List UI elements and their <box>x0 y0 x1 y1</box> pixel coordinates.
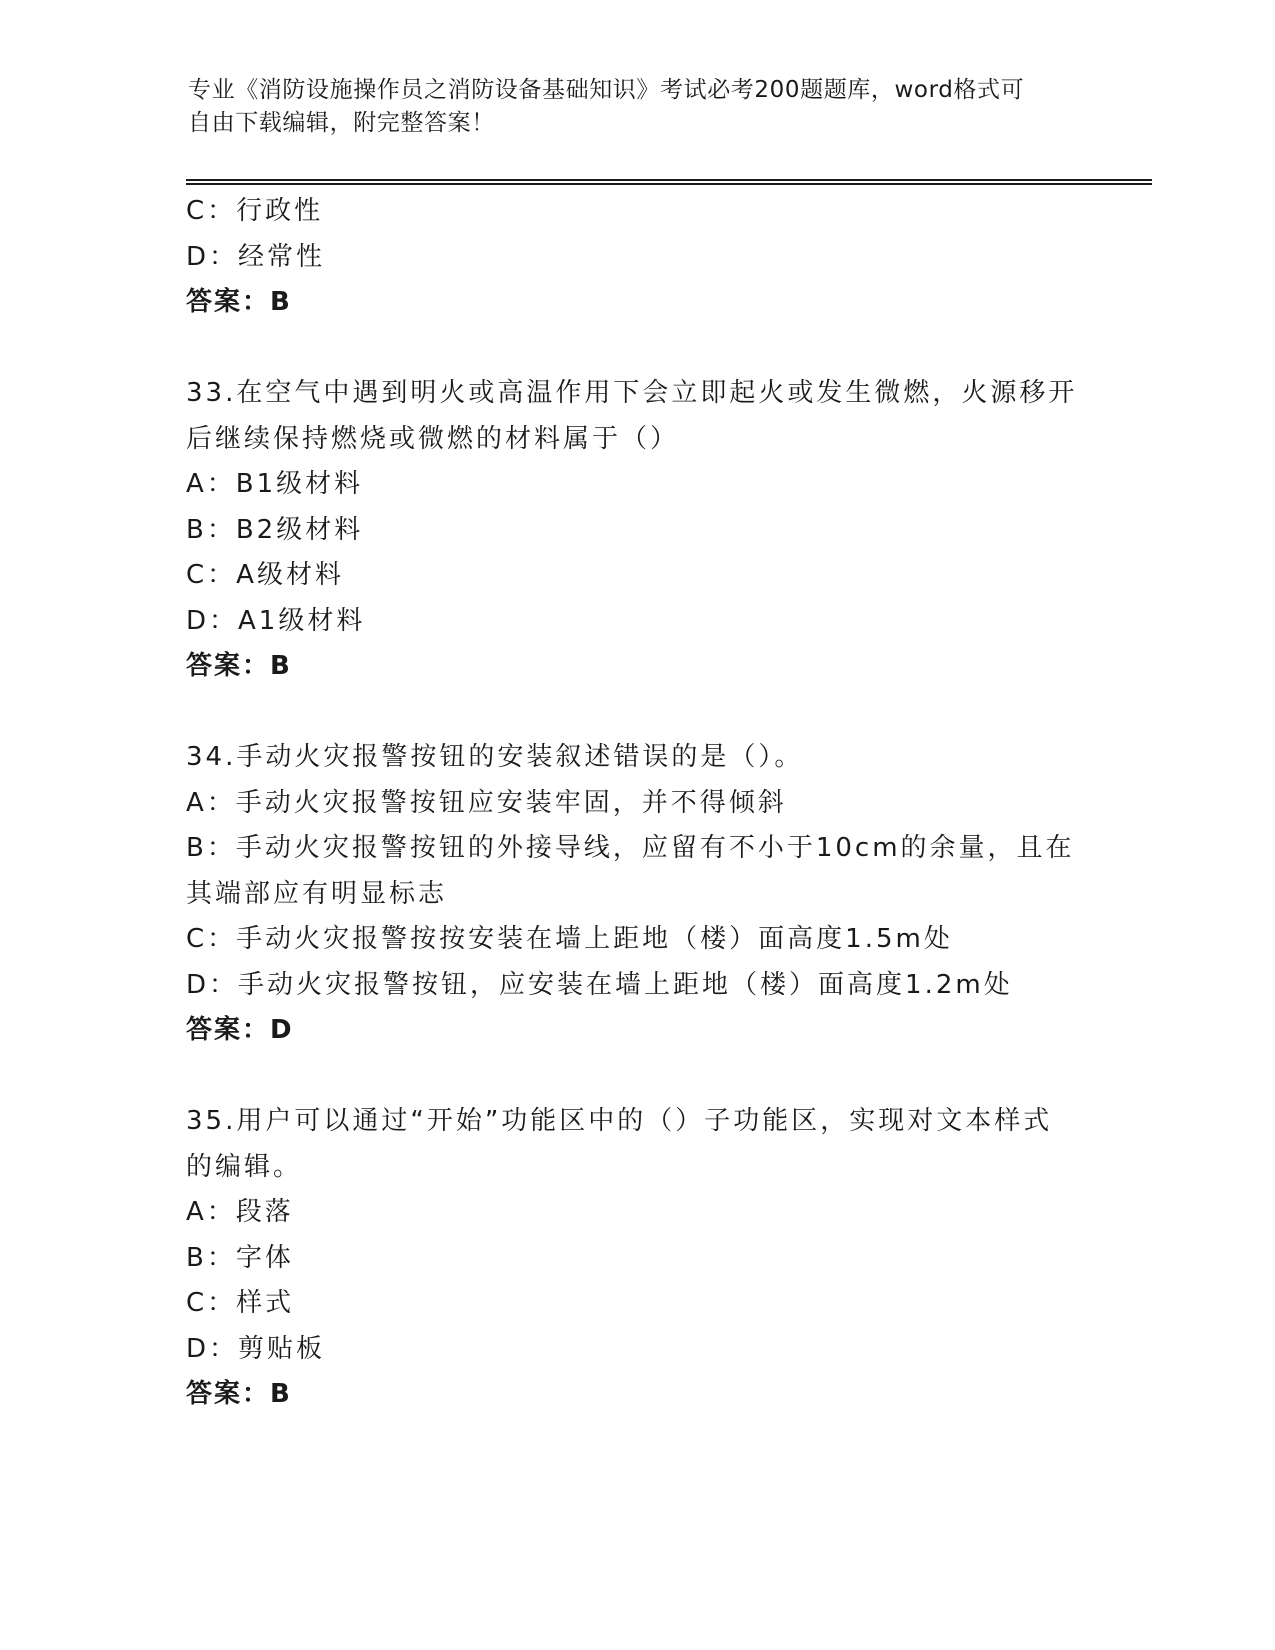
question-34 <box>186 735 1086 1054</box>
answer: 答案：D <box>186 1015 294 1045</box>
question-stem-continued: 后继续保持燃烧或微燃的材料属于（） <box>186 423 680 454</box>
option-a: A：B1级材料 <box>186 469 364 499</box>
option-d: D：手动火灾报警按钮，应安装在墙上距地（楼）面高度1.2m处 <box>186 969 1013 1000</box>
option-d: D：剪贴板 <box>186 1333 326 1364</box>
question-35 <box>186 1099 1086 1418</box>
option-c: C：行政性 <box>186 196 324 226</box>
question-stem: 34.手动火灾报警按钮的安装叙述错误的是（）。 <box>186 742 804 772</box>
option-d: D：经常性 <box>186 241 326 272</box>
question-33 <box>186 371 1086 690</box>
document-header <box>188 74 1088 140</box>
answer: 答案：B <box>186 1379 292 1409</box>
question-stem-continued: 的编辑。 <box>186 1151 303 1182</box>
question-32-continued <box>186 189 1086 326</box>
header-divider-top <box>186 179 1152 181</box>
option-b: B：手动火灾报警按钮的外接导线，应留有不小于10cm的余量，且在 <box>186 833 1075 863</box>
option-c: C：A级材料 <box>186 560 344 590</box>
option-c: C：样式 <box>186 1288 295 1318</box>
header-divider-bottom <box>186 183 1152 185</box>
option-b: B：B2级材料 <box>186 514 364 545</box>
spacer <box>186 326 1086 372</box>
spacer <box>186 690 1086 736</box>
option-a: A：段落 <box>186 1197 294 1227</box>
option-c: C：手动火灾报警按按安装在墙上距地（楼）面高度1.5m处 <box>186 924 953 954</box>
question-list <box>186 189 1086 1418</box>
option-b-continued: 其端部应有明显标志 <box>186 878 448 909</box>
question-stem: 35.用户可以通过“开始”功能区中的（）子功能区，实现对文本样式 <box>186 1106 1053 1136</box>
question-stem: 33.在空气中遇到明火或高温作用下会立即起火或发生微燃，火源移开 <box>186 378 1078 408</box>
option-d: D：A1级材料 <box>186 605 366 636</box>
option-b: B：字体 <box>186 1242 294 1273</box>
option-a: A：手动火灾报警按钮应安装牢固，并不得倾斜 <box>186 787 787 818</box>
header-line-1: 专业《消防设施操作员之消防设备基础知识》考试必考200题题库，word格式可 <box>188 77 1025 103</box>
spacer <box>186 1054 1086 1100</box>
answer: 答案：B <box>186 287 292 317</box>
answer: 答案：B <box>186 651 292 681</box>
header-line-2: 自由下载编辑，附完整答案！ <box>188 110 495 136</box>
